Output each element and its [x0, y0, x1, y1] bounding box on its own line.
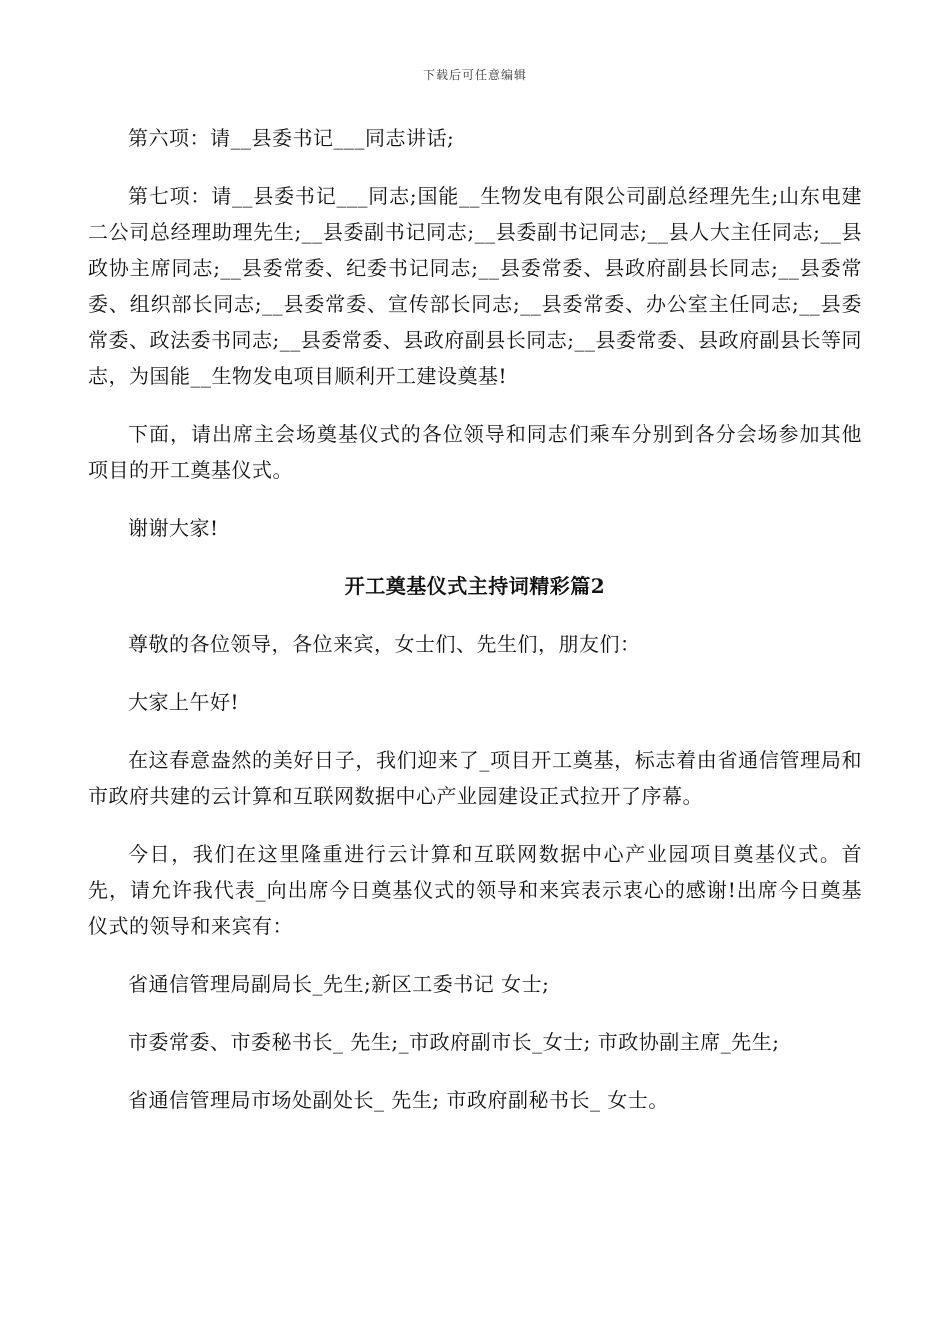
section-title: 开工奠基仪式主持词精彩篇2 — [344, 574, 606, 598]
paragraph-greeting: 尊敬的各位领导，各位来宾，女士们、先生们，朋友们： — [128, 632, 641, 656]
paragraph-thanks: 谢谢大家! — [128, 516, 219, 540]
paragraph-item-six: 第六项：请__县委书记___同志讲话; — [128, 126, 455, 150]
paragraph-guests-3: 省通信管理局市场处副处长_ 先生; 市政府副秘书长_ 女士。 — [128, 1088, 669, 1112]
paragraph-next-venue: 下面，请出席主会场奠基仪式的各位领导和同志们乘车分别到各分会场参加其他项目的开工奠基仪式。 — [88, 422, 862, 482]
paragraph-guests-2: 市委常委、市委秘书长_ 先生;_市政府副市长_女士; 市政协副主席_先生; — [128, 1030, 780, 1054]
header-note: 下载后可任意编辑 — [422, 68, 527, 82]
document-body — [88, 120, 862, 1140]
paragraph-good-morning: 大家上午好! — [128, 690, 240, 714]
paragraph-ceremony: 今日，我们在这里隆重进行云计算和互联网数据中心产业园项目奠基仪式。首先，请允许我代表_向出席今日奠基仪式的领导和来宾表示衷心的感谢!出席今日奠基仪式的领导和来宾有： — [88, 842, 862, 938]
paragraph-guests-1: 省通信管理局副局长_先生;新区工委书记 女士; — [128, 972, 550, 996]
paragraph-item-seven: 第七项：请__县委书记___同志;国能__生物发电有限公司副总经理先生;山东电建二公司总经理助理先生;__县委副书记同志;__县委副书记同志;__县人大主任同志;__县政协主席同志;__县委常委、纪委书记同志;__县委常委、县政府副县长同志;__县委常委、组织部长同志;__县委常委、宣传部长同志;__县委常委、办公室主任同志;__县委常委、政法委书同志;__县委常委、县政府副县长同志;__县委常委、县政府副县长等同志，为国能__生物发电项目顺利开工建设奠基! — [88, 184, 862, 388]
paragraph-intro: 在这春意盎然的美好日子，我们迎来了_项目开工奠基，标志着由省通信管理局和市政府共建的云计算和互联网数据中心产业园建设正式拉开了序幕。 — [88, 748, 862, 808]
